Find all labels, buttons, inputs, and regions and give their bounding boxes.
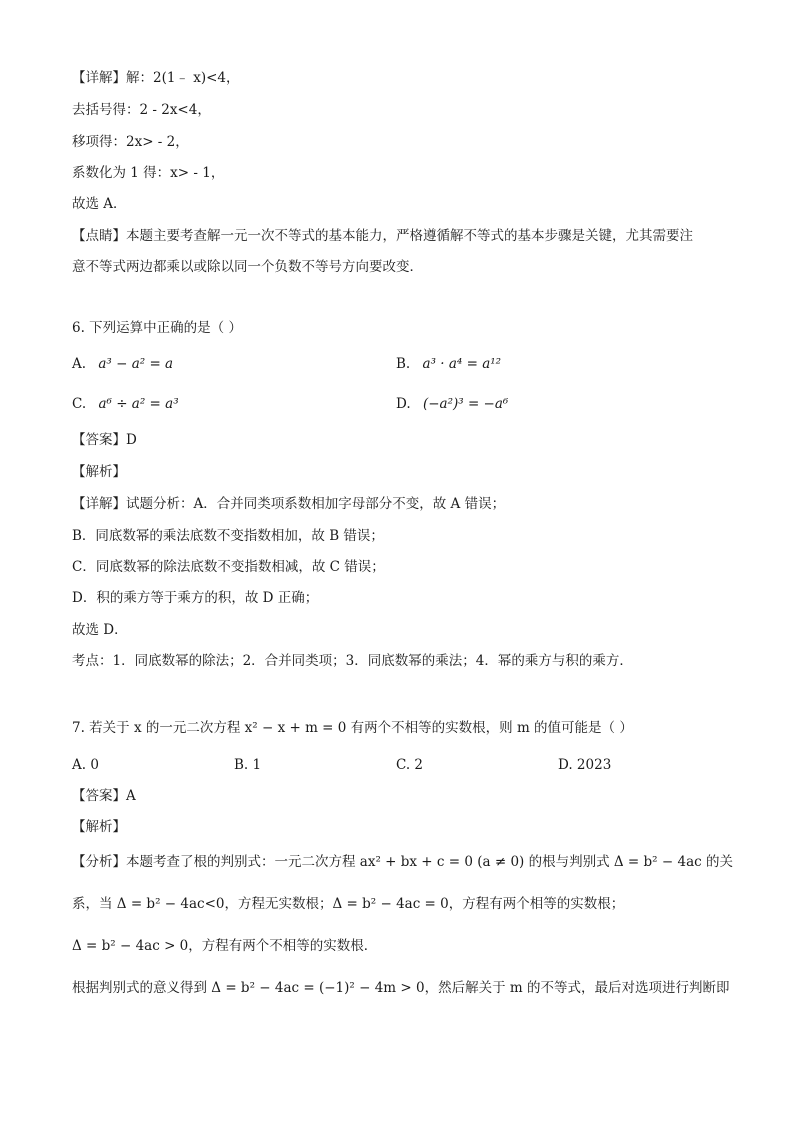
- q7-analysis-title: 【解析】: [72, 819, 126, 835]
- q7-analysis-line-1: 【分析】本题考查了根的判别式：一元二次方程 ax² + bx + c = 0 (a ≠ 0) 的根与判别式 Δ = b² − 4ac 的关: [72, 854, 733, 870]
- prev-detail-line-3: 移项得：2x> - 2，: [72, 134, 189, 150]
- q6-analysis-title: 【解析】: [72, 464, 126, 480]
- q6-option-c: [72, 394, 179, 414]
- q6-option-d-letter: D.: [396, 396, 411, 412]
- q6-option-b: [396, 354, 501, 374]
- q7-option-b: B. 1: [234, 757, 262, 773]
- prev-detail-line-4: 系数化为 1 得：x> - 1，: [72, 165, 225, 181]
- q6-option-c-letter: C.: [72, 396, 87, 412]
- q6-option-a-letter: A.: [72, 356, 87, 372]
- q6-option-b-letter: B.: [396, 356, 411, 372]
- prev-detail-line-5: 故选 A．: [72, 196, 127, 212]
- prev-detail-line-1: 【详解】解：2(1﹣ x)<4，: [72, 70, 240, 86]
- prev-comment-line-1: 【点睛】本题主要考查解一元一次不等式的基本能力，严格遵循解不等式的基本步骤是关键，尤其需要注: [72, 228, 693, 244]
- q6-analysis-line-3: C．同底数幂的除法底数不变指数相减，故 C 错误；: [72, 559, 385, 575]
- q6-analysis-line-1: 【详解】试题分析：A．合并同类项系数相加字母部分不变，故 A 错误；: [72, 496, 506, 512]
- q6-option-d-expr: (−a²)³ = −a⁶: [422, 396, 509, 412]
- q6-analysis-line-4: D．积的乘方等于乘方的积，故 D 正确；: [72, 590, 319, 606]
- prev-comment-line-2: 意不等式两边都乘以或除以同一个负数不等号方向要改变．: [72, 259, 423, 275]
- q6-analysis-line-6: 考点：1．同底数幂的除法；2．合并同类项；3．同底数幂的乘法；4．幂的乘方与积的乘方．: [72, 653, 633, 669]
- q6-option-c-expr: a⁶ ÷ a² = a³: [98, 396, 179, 412]
- q6-option-a-expr: a³ − a² = a: [98, 356, 174, 372]
- q6-stem: 6. 下列运算中正确的是（ ）: [72, 320, 242, 336]
- q6-option-a: [72, 354, 173, 374]
- q6-option-d: [396, 394, 508, 414]
- q6-option-b-expr: a³ · a⁴ = a¹²: [422, 356, 502, 372]
- q7-analysis-line-3: Δ = b² − 4ac > 0，方程有两个不相等的实数根．: [72, 938, 378, 954]
- prev-detail-line-2: 去括号得：2 - 2x<4，: [72, 102, 211, 118]
- q7-analysis-line-2: 系，当 Δ = b² − 4ac<0，方程无实数根；Δ = b² − 4ac = 0，方程有两个相等的实数根；: [72, 896, 625, 912]
- q7-option-a: A. 0: [72, 757, 99, 773]
- q7-answer: 【答案】A: [72, 788, 136, 804]
- q7-analysis-line-4: 根据判别式的意义得到 Δ = b² − 4ac = (−1)² − 4m > 0，然后解关于 m 的不等式，最后对选项进行判断即: [72, 980, 730, 996]
- q7-option-c: C. 2: [396, 757, 424, 773]
- q7-option-d: D. 2023: [558, 757, 612, 773]
- q7-stem: 7. 若关于 x 的一元二次方程 x² − x + m = 0 有两个不相等的实数根，则 m 的值可能是（ ）: [72, 720, 633, 736]
- q6-analysis-line-2: B．同底数幂的乘法底数不变指数相加，故 B 错误；: [72, 528, 384, 544]
- q6-answer: 【答案】D: [72, 432, 137, 448]
- q6-analysis-line-5: 故选 D．: [72, 622, 128, 638]
